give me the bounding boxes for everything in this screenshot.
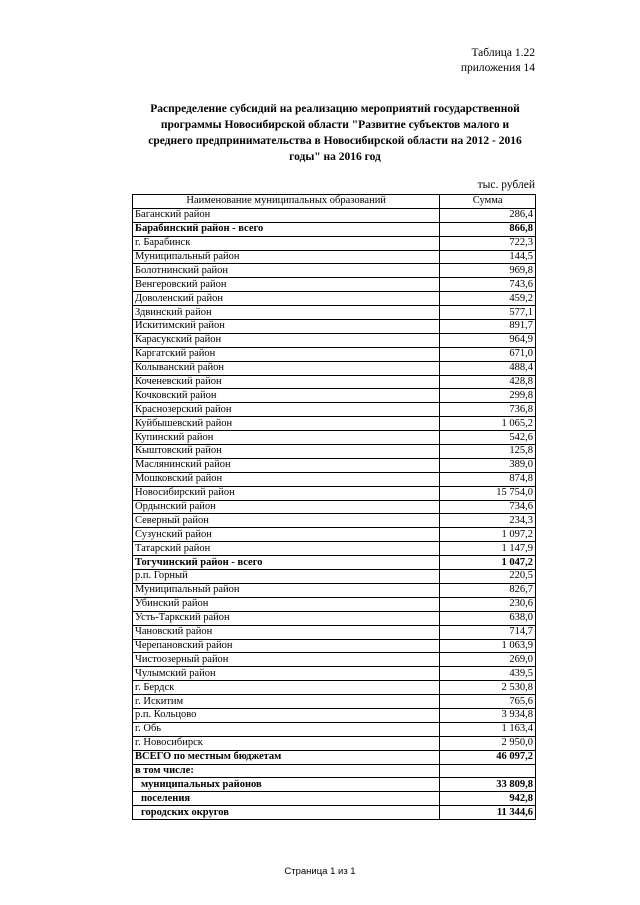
municipality-name-cell: Купинский район (133, 431, 440, 445)
table-row (133, 222, 536, 236)
table-body (133, 208, 536, 819)
table-row (133, 306, 536, 320)
sum-cell: 964,9 (440, 333, 536, 347)
table-row (133, 695, 536, 709)
municipality-name-cell: Черепановский район (133, 639, 440, 653)
sum-cell: 220,5 (440, 570, 536, 584)
municipality-name-cell: р.п. Горный (133, 570, 440, 584)
column-header-sum: Сумма (440, 195, 536, 209)
sum-cell: 46 097,2 (440, 750, 536, 764)
sum-cell: 736,8 (440, 403, 536, 417)
sum-cell: 1 163,4 (440, 722, 536, 736)
table-row (133, 486, 536, 500)
municipality-name-cell: Краснозерский район (133, 403, 440, 417)
municipality-name-cell: Баганский район (133, 208, 440, 222)
sum-cell: 577,1 (440, 306, 536, 320)
table-row (133, 472, 536, 486)
sum-cell: 459,2 (440, 292, 536, 306)
title-line: Распределение субсидий на реализацию мероприятий государственной (150, 103, 520, 115)
table-row (133, 570, 536, 584)
table-row (133, 542, 536, 556)
subsidy-table (132, 194, 536, 820)
table-row (133, 514, 536, 528)
table-reference (461, 46, 535, 76)
municipality-name-cell: г. Искитим (133, 695, 440, 709)
sum-cell: 389,0 (440, 458, 536, 472)
municipality-name-cell: Чановский район (133, 625, 440, 639)
municipality-name-cell: Муниципальный район (133, 583, 440, 597)
municipality-name-cell: Мошковский район (133, 472, 440, 486)
table-row (133, 417, 536, 431)
table-row (133, 778, 536, 792)
sum-cell: 428,8 (440, 375, 536, 389)
sum-cell: 234,3 (440, 514, 536, 528)
municipality-name-cell: Убинский район (133, 597, 440, 611)
municipality-name-cell: Новосибирский район (133, 486, 440, 500)
table-row (133, 736, 536, 750)
municipality-name-cell: Муниципальный район (133, 250, 440, 264)
sum-cell: 1 063,9 (440, 639, 536, 653)
table-row (133, 583, 536, 597)
municipality-name-cell: Барабинский район - всего (133, 222, 440, 236)
municipality-name-cell: Венгеровский район (133, 278, 440, 292)
municipality-name-cell: Татарский район (133, 542, 440, 556)
table-header-row (133, 195, 536, 209)
sum-cell: 942,8 (440, 792, 536, 806)
sum-cell: 439,5 (440, 667, 536, 681)
sum-cell: 144,5 (440, 250, 536, 264)
sum-cell: 969,8 (440, 264, 536, 278)
municipality-name-cell: Чулымский район (133, 667, 440, 681)
municipality-name-cell: г. Новосибирск (133, 736, 440, 750)
sum-cell: 714,7 (440, 625, 536, 639)
table-row (133, 236, 536, 250)
sum-cell: 299,8 (440, 389, 536, 403)
table-row (133, 250, 536, 264)
municipality-name-cell: Коченевский район (133, 375, 440, 389)
table-row (133, 611, 536, 625)
municipality-name-cell: Ордынский район (133, 500, 440, 514)
sum-cell: 269,0 (440, 653, 536, 667)
municipality-name-cell: Колыванский район (133, 361, 440, 375)
sum-cell: 1 047,2 (440, 556, 536, 570)
appendix-number: приложения 14 (460, 62, 535, 74)
title-line: годы" на 2016 год (289, 151, 381, 163)
municipality-name-cell: г. Обь (133, 722, 440, 736)
municipality-name-cell: Тогучинский район - всего (133, 556, 440, 570)
municipality-name-cell: Доволенский район (133, 292, 440, 306)
sum-cell: 734,6 (440, 500, 536, 514)
municipality-name-cell: Кыштовский район (133, 445, 440, 459)
table-row (133, 278, 536, 292)
sum-cell: 765,6 (440, 695, 536, 709)
municipality-name-cell: Каргатский район (133, 347, 440, 361)
municipality-name-cell: муниципальных районов (133, 778, 440, 792)
municipality-name-cell: городских округов (133, 806, 440, 820)
municipality-name-cell: Маслянинский район (133, 458, 440, 472)
municipality-name-cell: Болотнинский район (133, 264, 440, 278)
sum-cell: 230,6 (440, 597, 536, 611)
table-row (133, 597, 536, 611)
municipality-name-cell: р.п. Кольцово (133, 708, 440, 722)
sum-cell: 1 065,2 (440, 417, 536, 431)
municipality-name-cell: Чистоозерный район (133, 653, 440, 667)
column-header-name: Наименование муниципальных образований (133, 195, 440, 209)
table-row (133, 667, 536, 681)
sum-cell: 125,8 (440, 445, 536, 459)
table-row (133, 528, 536, 542)
title-line: среднего предпринимательства в Новосибирской области на 2012 - 2016 (148, 135, 522, 147)
municipality-name-cell: Здвинский район (133, 306, 440, 320)
sum-cell: 3 934,8 (440, 708, 536, 722)
table-row (133, 431, 536, 445)
table-row (133, 556, 536, 570)
sum-cell: 2 950,0 (440, 736, 536, 750)
municipality-name-cell: Кочковский район (133, 389, 440, 403)
table-row (133, 764, 536, 778)
sum-cell: 542,6 (440, 431, 536, 445)
table-row (133, 361, 536, 375)
municipality-name-cell: ВСЕГО по местным бюджетам (133, 750, 440, 764)
sum-cell: 33 809,8 (440, 778, 536, 792)
table-row (133, 722, 536, 736)
sum-cell: 638,0 (440, 611, 536, 625)
document-title (135, 101, 535, 165)
sum-cell (440, 764, 536, 778)
municipality-name-cell: Карасукский район (133, 333, 440, 347)
sum-cell: 286,4 (440, 208, 536, 222)
table-row (133, 708, 536, 722)
table-row (133, 625, 536, 639)
title-line: программы Новосибирской области "Развитие субъектов малого и (160, 119, 510, 131)
table-row (133, 389, 536, 403)
sum-cell: 874,8 (440, 472, 536, 486)
municipality-name-cell: г. Бердск (133, 681, 440, 695)
sum-cell: 488,4 (440, 361, 536, 375)
table-row (133, 208, 536, 222)
municipality-name-cell: в том числе: (133, 764, 440, 778)
municipality-name-cell: г. Барабинск (133, 236, 440, 250)
table-row (133, 458, 536, 472)
table-row (133, 806, 536, 820)
unit-label: тыс. рублей (477, 179, 535, 191)
sum-cell: 1 097,2 (440, 528, 536, 542)
table-row (133, 681, 536, 695)
table-row (133, 750, 536, 764)
sum-cell: 826,7 (440, 583, 536, 597)
municipality-name-cell: Куйбышевский район (133, 417, 440, 431)
municipality-name-cell: Усть-Таркский район (133, 611, 440, 625)
sum-cell: 1 147,9 (440, 542, 536, 556)
sum-cell: 15 754,0 (440, 486, 536, 500)
table-row (133, 445, 536, 459)
table-row (133, 500, 536, 514)
sum-cell: 2 530,8 (440, 681, 536, 695)
table-row (133, 639, 536, 653)
table-row (133, 403, 536, 417)
table-row (133, 264, 536, 278)
sum-cell: 743,6 (440, 278, 536, 292)
table-number: Таблица 1.22 (471, 47, 535, 59)
page-number: Страница 1 из 1 (284, 866, 356, 877)
sum-cell: 722,3 (440, 236, 536, 250)
sum-cell: 671,0 (440, 347, 536, 361)
table-row (133, 320, 536, 334)
table-row (133, 792, 536, 806)
table-row (133, 375, 536, 389)
table-row (133, 333, 536, 347)
sum-cell: 891,7 (440, 320, 536, 334)
municipality-name-cell: Северный район (133, 514, 440, 528)
table-row (133, 653, 536, 667)
municipality-name-cell: поселения (133, 792, 440, 806)
sum-cell: 866,8 (440, 222, 536, 236)
table-row (133, 292, 536, 306)
table-row (133, 347, 536, 361)
municipality-name-cell: Сузунский район (133, 528, 440, 542)
sum-cell: 11 344,6 (440, 806, 536, 820)
municipality-name-cell: Искитимский район (133, 320, 440, 334)
